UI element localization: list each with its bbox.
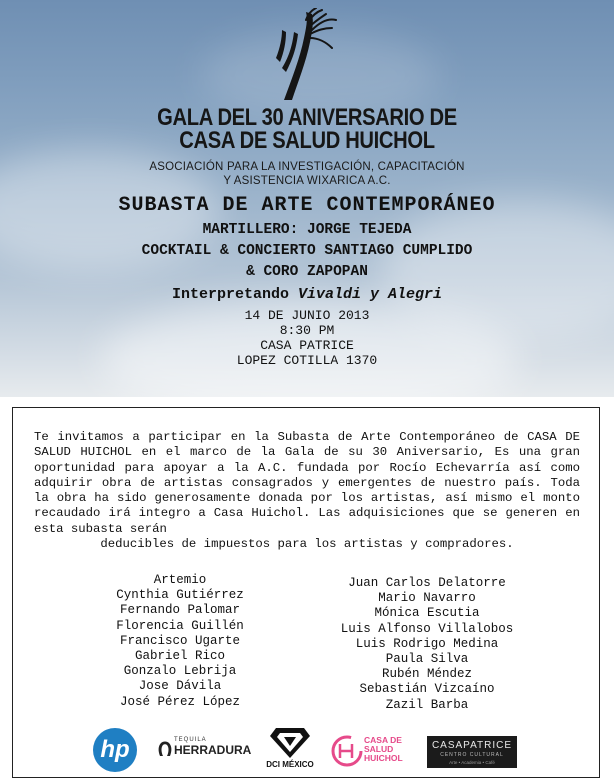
casa-salud-huichol-logo bbox=[330, 734, 410, 770]
invitation-text: Te invitamos a participar en la Subasta de Arte Contemporáneo de CASA DE SALUD HUICHOL en el marco de la Gala de su 30 Aniversario, Es una gran oportunidad para apoyar a la A.C. fundada por Rocío Echevarría así como adquirir obra de artistas consagrados y emergentes de nuestro país. Toda la obra ha sido generosamente donada por los artistas, así mismo el monto recaudado irá integro a Casa Huichol. Las adquisiciones que se generen en esta subasta serán bbox=[34, 430, 580, 536]
casapatrice-sub: CENTRO CULTURAL bbox=[440, 752, 504, 758]
csh-label-line: SALUD bbox=[364, 744, 394, 754]
cocktail-line1: COCKTAIL & CONCIERTO SANTIAGO CUMPLIDO bbox=[141, 243, 473, 259]
list-item: Mario Navarro bbox=[378, 591, 476, 606]
list-item: Artemio bbox=[153, 573, 207, 587]
list-item: Francisco Ugarte bbox=[119, 633, 241, 648]
casa-patrice-logo bbox=[427, 736, 517, 768]
casa-huichol-logo-icon bbox=[262, 8, 352, 100]
list-item: Zazil Barba bbox=[385, 697, 469, 712]
dci-label: DCI MÉXICO bbox=[266, 760, 314, 769]
csh-label-line: CASA DE bbox=[364, 735, 402, 745]
interpreting-works: Vivaldi y Alegri bbox=[298, 286, 443, 303]
herradura-logo bbox=[157, 737, 252, 761]
sponsor-logos bbox=[0, 722, 614, 772]
artists-list-left bbox=[75, 573, 285, 710]
list-item: Jose Dávila bbox=[138, 679, 222, 694]
cocktail-line2: & CORO ZAPOPAN bbox=[246, 264, 368, 280]
event-title: SUBASTA DE ARTE CONTEMPORÁNEO bbox=[118, 194, 496, 217]
list-item: Mónica Escutia bbox=[374, 606, 480, 621]
dci-diamond-icon bbox=[264, 724, 316, 760]
auctioneer: MARTILLERO: JORGE TEJEDA bbox=[202, 222, 412, 238]
herradura-label: HERRADURA bbox=[174, 743, 252, 757]
invitation-paragraph bbox=[34, 430, 580, 552]
list-item: Florencia Guillén bbox=[116, 618, 244, 633]
herradura-tequila-label: TEQUILA bbox=[174, 737, 207, 743]
horseshoe-icon bbox=[157, 741, 173, 757]
list-item: Cynthia Gutiérrez bbox=[116, 588, 244, 603]
list-item: Gabriel Rico bbox=[134, 649, 225, 664]
list-item: Sebastián Vizcaíno bbox=[359, 682, 495, 697]
gala-title-line2: CASA DE SALUD HUICHOL bbox=[179, 127, 435, 154]
list-item: Gonzalo Lebrija bbox=[123, 664, 237, 679]
list-item: Rubén Méndez bbox=[381, 667, 472, 682]
csh-label-line: HUICHOL bbox=[364, 753, 403, 763]
interpreting-prefix: Interpretando bbox=[171, 286, 289, 303]
casapatrice-sub2: Arte • Academia • Café bbox=[449, 760, 495, 765]
csh-label bbox=[364, 736, 403, 763]
association-line2: Y ASISTENCIA WIXARICA A.C. bbox=[223, 175, 391, 187]
list-item: Fernando Palomar bbox=[119, 603, 241, 618]
list-item: Paula Silva bbox=[385, 652, 469, 667]
gala-title-line1: GALA DEL 30 ANIVERSARIO DE bbox=[157, 104, 457, 131]
hp-logo-icon: hp bbox=[93, 728, 137, 772]
event-address: LOPEZ COTILLA 1370 bbox=[236, 353, 378, 368]
invitation-text-end: deducibles de impuestos para los artistas y compradores. bbox=[100, 537, 514, 552]
list-item: Juan Carlos Delatorre bbox=[348, 576, 506, 590]
list-item: José Pérez López bbox=[119, 694, 241, 709]
list-item: Luis Rodrigo Medina bbox=[355, 636, 499, 651]
interpreting bbox=[0, 286, 614, 303]
casapatrice-label: CASAPATRICE bbox=[431, 740, 513, 751]
list-item: Luis Alfonso Villalobos bbox=[340, 621, 514, 636]
csh-circle-icon bbox=[330, 734, 364, 768]
artists-list-right bbox=[312, 576, 542, 713]
event-venue: CASA PATRICE bbox=[260, 338, 354, 353]
dci-mexico-logo bbox=[264, 724, 314, 772]
event-time: 8:30 PM bbox=[279, 323, 335, 338]
association-line1: ASOCIACIÓN PARA LA INVESTIGACIÓN, CAPACITACIÓN bbox=[149, 161, 465, 173]
event-date: 14 DE JUNIO 2013 bbox=[244, 308, 370, 323]
